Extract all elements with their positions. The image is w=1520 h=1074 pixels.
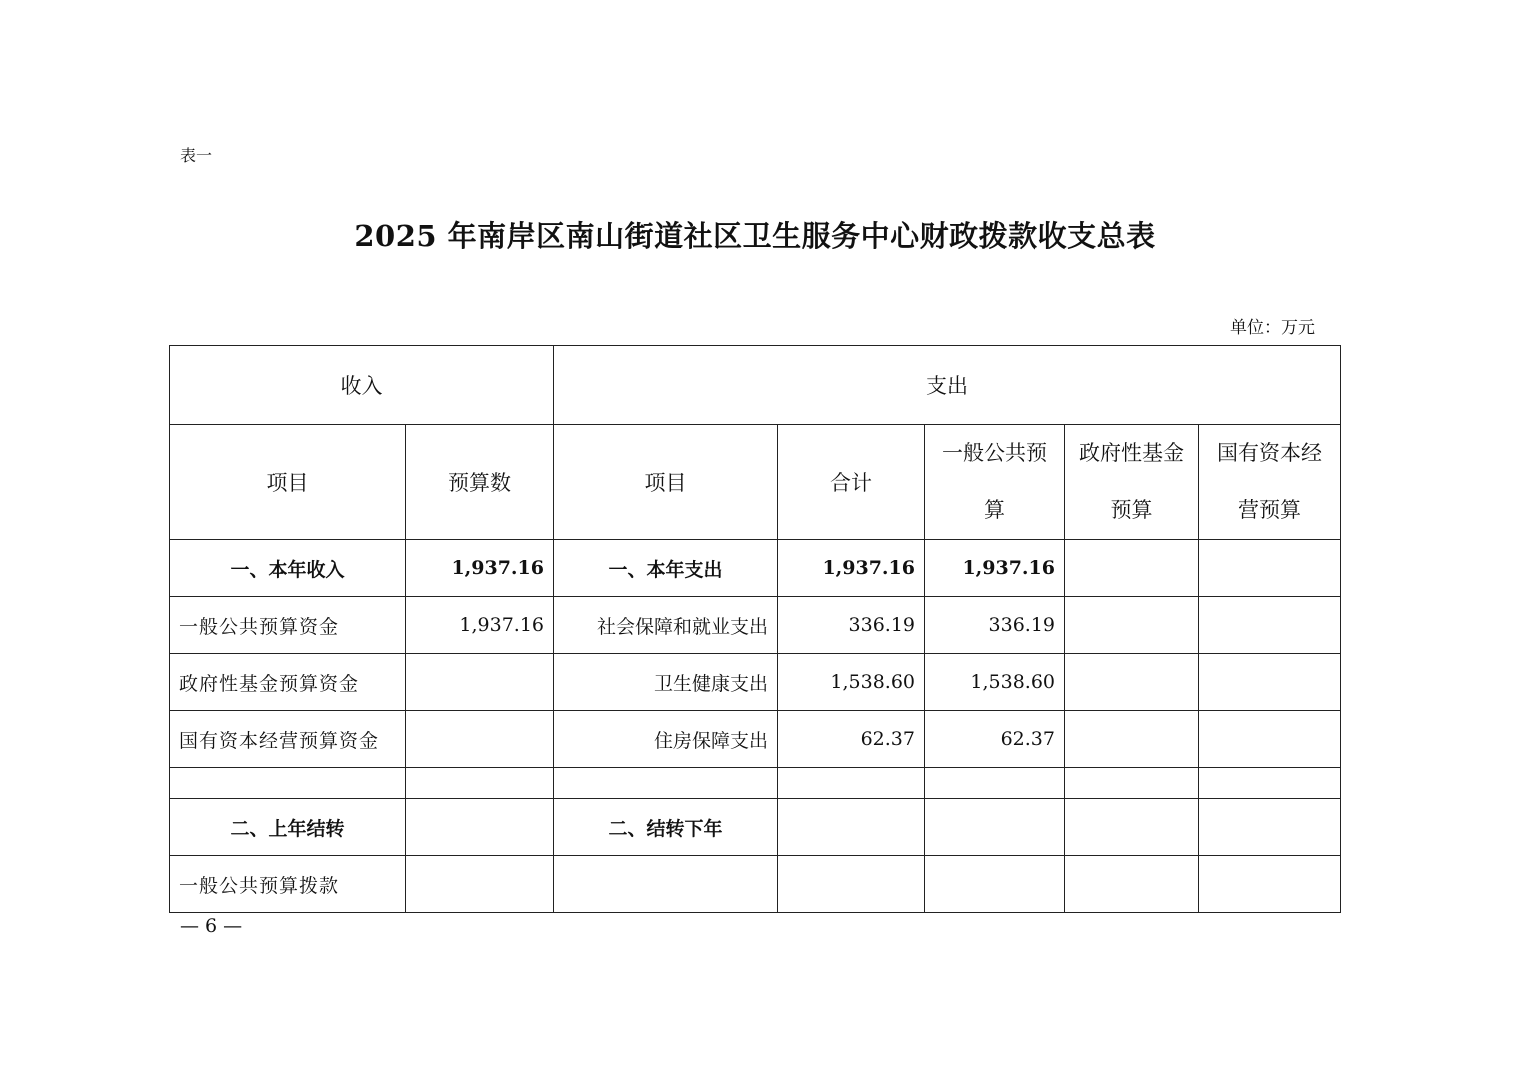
expense-item-cell: 住房保障支出	[554, 711, 778, 768]
income-amount-cell: 1,937.16	[406, 597, 554, 654]
total-cell: 336.19	[778, 597, 925, 654]
income-item-cell: 一般公共预算资金	[170, 597, 406, 654]
state-capital-cell	[1199, 856, 1341, 913]
total-cell: 1,538.60	[778, 654, 925, 711]
budget-amount-header: 预算数	[406, 425, 554, 540]
table-row	[170, 540, 1341, 597]
income-item-cell: 政府性基金预算资金	[170, 654, 406, 711]
general-public-cell	[925, 799, 1065, 856]
general-public-cell	[925, 856, 1065, 913]
table-row	[170, 768, 1341, 799]
page-title: 2025 年南岸区南山街道社区卫生服务中心财政拨款收支总表	[354, 219, 1156, 253]
unit-label: 单位：万元	[1230, 318, 1315, 338]
general-public-cell: 1,538.60	[925, 654, 1065, 711]
table-label: 表一	[180, 146, 213, 165]
income-item-cell: 一、本年收入	[170, 540, 406, 597]
expense-item-cell: 社会保障和就业支出	[554, 597, 778, 654]
expense-item-header: 项目	[554, 425, 778, 540]
income-item-cell: 一般公共预算拨款	[170, 856, 406, 913]
total-cell: 1,937.16	[778, 540, 925, 597]
total-header: 合计	[778, 425, 925, 540]
state-capital-cell	[1199, 711, 1341, 768]
state-capital-header: 国有资本经营预算	[1199, 425, 1341, 540]
income-item-cell	[170, 768, 406, 799]
expense-header: 支出	[554, 346, 1341, 425]
income-amount-cell	[406, 711, 554, 768]
table-row	[170, 654, 1341, 711]
gov-fund-header: 政府性基金预算	[1065, 425, 1199, 540]
gov-fund-cell	[1065, 799, 1199, 856]
budget-table	[169, 345, 1341, 913]
table-row	[170, 597, 1341, 654]
total-cell	[778, 856, 925, 913]
expense-item-cell: 卫生健康支出	[554, 654, 778, 711]
income-item-cell: 国有资本经营预算资金	[170, 711, 406, 768]
income-item-cell: 二、上年结转	[170, 799, 406, 856]
table-row	[170, 711, 1341, 768]
total-cell	[778, 768, 925, 799]
general-public-cell: 336.19	[925, 597, 1065, 654]
income-amount-cell	[406, 799, 554, 856]
gov-fund-cell	[1065, 540, 1199, 597]
gov-fund-cell	[1065, 654, 1199, 711]
state-capital-cell	[1199, 597, 1341, 654]
state-capital-cell	[1199, 540, 1341, 597]
table-row	[170, 856, 1341, 913]
gov-fund-cell	[1065, 597, 1199, 654]
gov-fund-cell	[1065, 856, 1199, 913]
table-header-row	[170, 346, 1341, 425]
general-public-cell: 62.37	[925, 711, 1065, 768]
expense-item-cell: 一、本年支出	[554, 540, 778, 597]
state-capital-cell	[1199, 799, 1341, 856]
general-public-cell	[925, 768, 1065, 799]
gov-fund-cell	[1065, 711, 1199, 768]
income-amount-cell	[406, 654, 554, 711]
expense-item-cell: 二、结转下年	[554, 799, 778, 856]
state-capital-cell	[1199, 654, 1341, 711]
general-public-header: 一般公共预算	[925, 425, 1065, 540]
table-subheader-row	[170, 425, 1341, 540]
table-row	[170, 799, 1341, 856]
expense-item-cell	[554, 768, 778, 799]
income-header: 收入	[170, 346, 554, 425]
gov-fund-cell	[1065, 768, 1199, 799]
expense-item-cell	[554, 856, 778, 913]
income-amount-cell	[406, 856, 554, 913]
page-number: — 6 —	[180, 915, 243, 937]
state-capital-cell	[1199, 768, 1341, 799]
general-public-cell: 1,937.16	[925, 540, 1065, 597]
income-item-header: 项目	[170, 425, 406, 540]
income-amount-cell: 1,937.16	[406, 540, 554, 597]
income-amount-cell	[406, 768, 554, 799]
total-cell: 62.37	[778, 711, 925, 768]
total-cell	[778, 799, 925, 856]
